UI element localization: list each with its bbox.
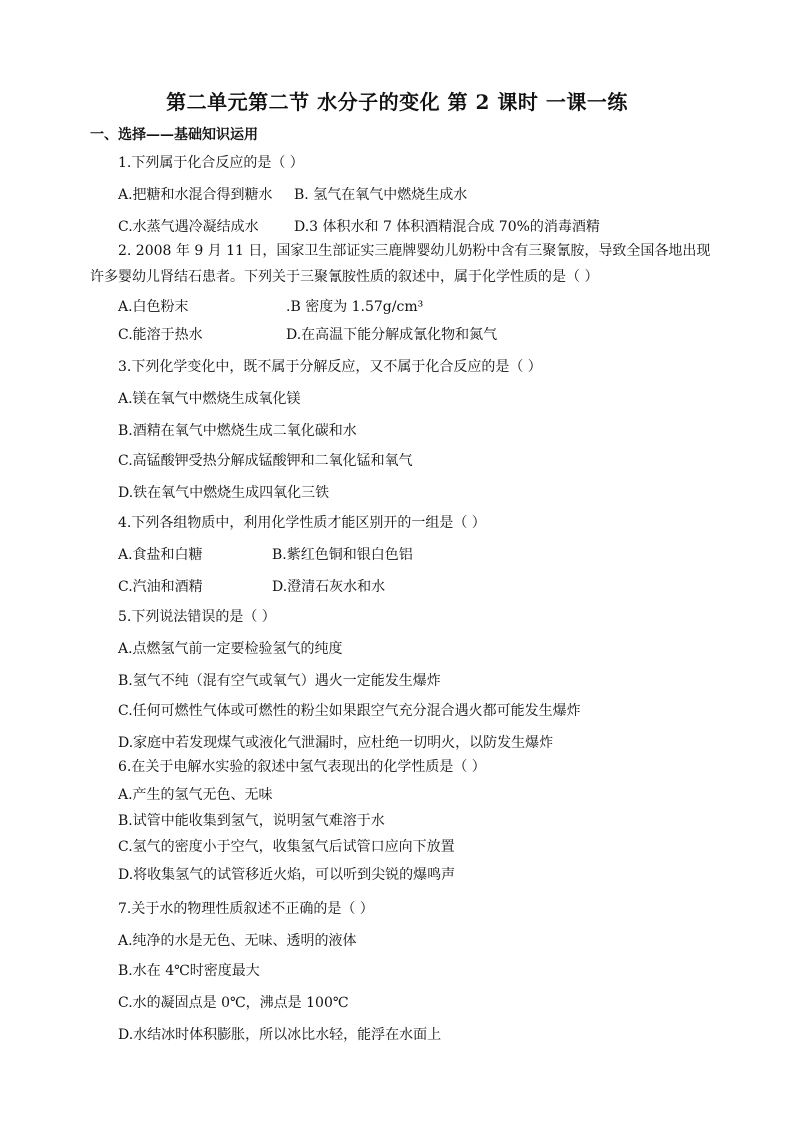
question-5-option-b: B.氢气不纯（混有空气或氧气）遇火一定能发生爆炸 [118,673,441,689]
question-5-option-c: C.任何可燃性气体或可燃性的粉尘如果跟空气充分混合遇火都可能发生爆炸 [118,703,581,719]
question-2-stem-line2: 许多婴幼儿肾结石患者。下列关于三聚氰胺性质的叙述中，属于化学性质的是（ ） [90,269,599,285]
question-7-option-c: C.水的凝固点是 0℃，沸点是 100℃ [118,995,349,1011]
question-2-option-d: D.在高温下能分解成氰化物和氮气 [286,327,498,343]
question-6-stem: 6.在关于电解水实验的叙述中氢气表现出的化学性质是（ ） [118,759,486,775]
question-4-option-b: B.紫红色铜和银白色铝 [272,547,413,563]
question-3-option-d: D.铁在氧气中燃烧生成四氧化三铁 [118,485,330,501]
question-7-option-d: D.水结冰时体积膨胀，所以冰比水轻，能浮在水面上 [118,1027,442,1043]
question-1-options-ab [118,186,467,204]
question-4-options-ab [118,546,413,564]
question-6-option-d: D.将收集氢气的试管移近火焰，可以听到尖锐的爆鸣声 [118,867,456,883]
question-4-options-cd [118,578,385,596]
question-2-stem-line1: 2. 2008 年 9 月 11 日，国家卫生部证实三鹿牌婴幼儿奶粉中含有三聚氰胺，导致全国各地出现 [118,243,711,259]
question-1-stem: 1.下列属于化合反应的是（ ） [118,155,304,171]
question-1-option-d: D.3 体积水和 7 体积酒精混合成 70%的消毒酒精 [294,219,600,235]
question-2-options-cd [118,326,497,344]
question-4-option-a: A.食盐和白糖 [118,547,203,563]
question-6-option-c: C.氢气的密度小于空气，收集氢气后试管口应向下放置 [118,839,455,855]
question-3-option-b: B.酒精在氧气中燃烧生成二氧化碳和水 [118,423,357,439]
question-7-option-b: B.水在 4℃时密度最大 [118,963,260,979]
question-7-stem: 7.关于水的物理性质叙述不正确的是（ ） [118,901,374,917]
question-4-option-d: D.澄清石灰水和水 [272,579,386,595]
question-4-stem: 4.下列各组物质中，利用化学性质才能区别开的一组是（ ） [118,515,486,531]
question-5-option-d: D.家庭中若发现煤气或液化气泄漏时，应杜绝一切明火，以防发生爆炸 [118,735,554,751]
question-4-option-c: C.汽油和酒精 [118,579,203,595]
question-1-option-c: C.水蒸气遇冷凝结成水 [118,219,259,235]
question-6-option-a: A.产生的氢气无色、无味 [118,787,273,803]
page-title: 第二单元第二节 水分子的变化 第 2 课时 一课一练 [166,90,628,114]
question-7-option-a: A.纯净的水是无色、无味、透明的液体 [118,933,357,949]
question-2-option-a: A.白色粉末 [118,299,189,315]
question-3-option-c: C.高锰酸钾受热分解成锰酸钾和二氧化锰和氧气 [118,453,413,469]
question-3-stem: 3.下列化学变化中，既不属于分解反应，又不属于化合反应的是（ ） [118,359,542,375]
question-2-option-b: .B 密度为 1.57g/cm³ [286,299,424,315]
section-heading: 一、选择——基础知识运用 [90,127,258,143]
question-1-option-b: B. 氢气在氧气中燃烧生成水 [294,187,468,203]
question-1-options-cd [118,218,600,236]
question-3-option-a: A.镁在氧气中燃烧生成氧化镁 [118,391,301,407]
question-1-option-a: A.把糖和水混合得到糖水 [118,187,273,203]
question-2-option-c: C.能溶于热水 [118,327,203,343]
question-2-options-ab [118,298,423,316]
question-5-option-a: A.点燃氢气前一定要检验氢气的纯度 [118,641,343,657]
question-5-stem: 5.下列说法错误的是（ ） [118,609,276,625]
question-6-option-b: B.试管中能收集到氢气，说明氢气难溶于水 [118,813,385,829]
